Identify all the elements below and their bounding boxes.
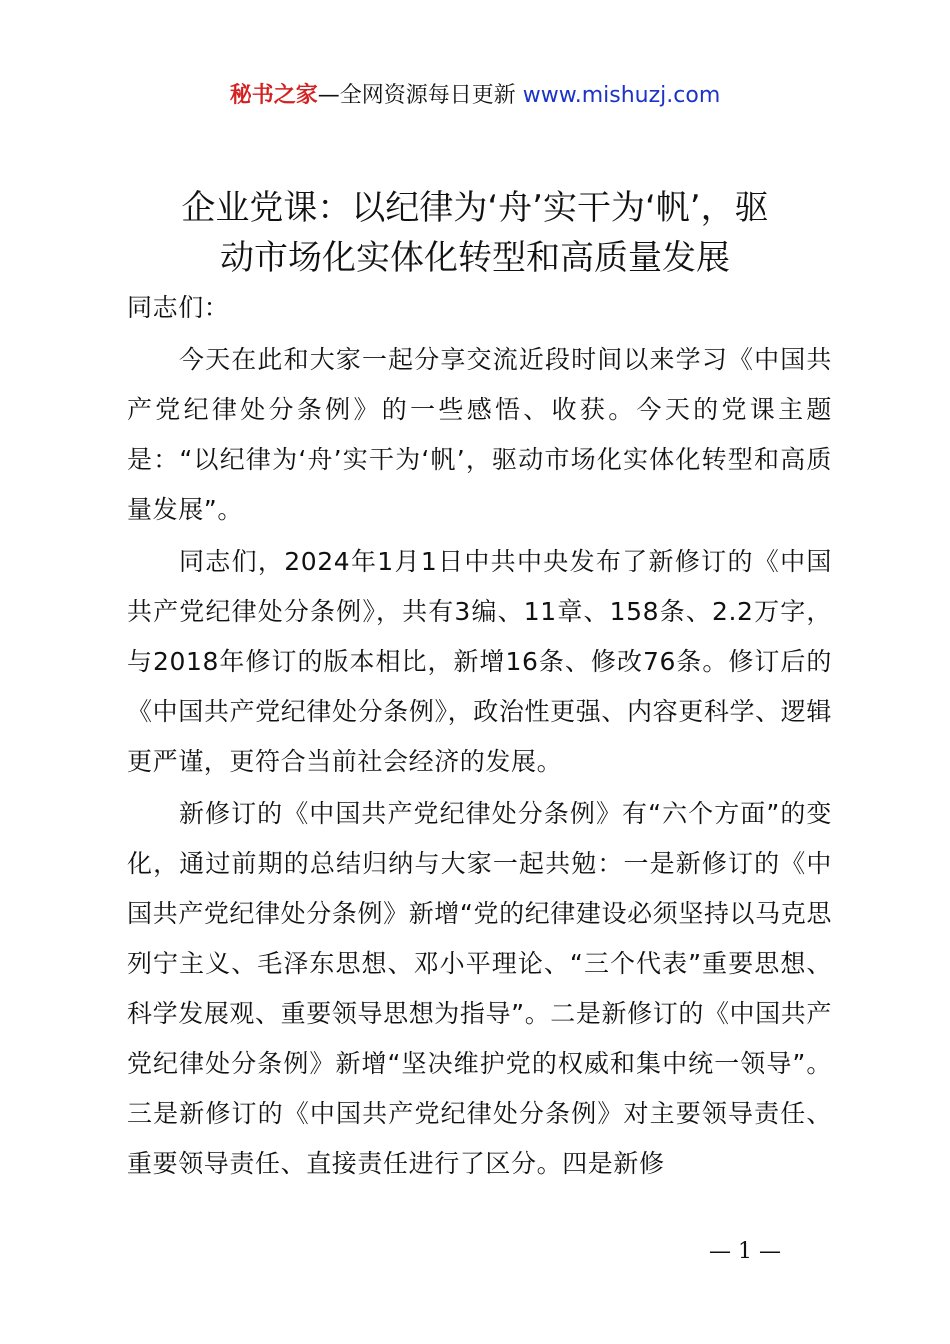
document-body xyxy=(127,283,832,1191)
site-brand: 秘书之家 xyxy=(229,83,318,108)
title-line-1: 企业党课：以纪律为‘舟’实干为‘帆’，驱 xyxy=(181,188,769,228)
title-line-2: 动市场化实体化转型和高质量发展 xyxy=(220,238,730,278)
site-tagline: —全网资源每日更新 xyxy=(317,83,516,108)
page-number: — 1 — xyxy=(709,1239,781,1264)
document-title xyxy=(0,183,950,283)
site-header xyxy=(0,80,950,112)
salutation: 同志们： xyxy=(127,293,230,322)
paragraph-3: 新修订的《中国共产党纪律处分条例》有“六个方面”的变化，通过前期的总结归纳与大家一起共勉：一是新修订的《中国共产党纪律处分条例》新增“党的纪律建设必须坚持以马克思列宁主义、毛泽东思想、邓小平理论、“三个代表”重要思想、科学发展观、重要领导思想为指导”。二是新修订的《中国共产党纪律处分条例》新增“坚决维护党的权威和集中统一领导”。三是新修订的《中国共产党纪律处分条例》对主要领导责任、重要领导责任、直接责任进行了区分。四是新修 xyxy=(127,799,832,1178)
paragraph-2: 同志们，2024年1月1日中共中央发布了新修订的《中国共产党纪律处分条例》，共有3编、11章、158条、2.2万字，与2018年修订的版本相比，新增16条、修改76条。修订后的《中国共产党纪律处分条例》，政治性更强、内容更科学、逻辑更严谨，更符合当前社会经济的发展。 xyxy=(127,547,832,776)
site-url-link[interactable]: www.mishuzj.com xyxy=(522,83,721,108)
paragraph-1: 今天在此和大家一起分享交流近段时间以来学习《中国共产党纪律处分条例》的一些感悟、收获。今天的党课主题是：“以纪律为‘舟’实干为‘帆’，驱动市场化实体化转型和高质量发展”。 xyxy=(127,345,832,524)
